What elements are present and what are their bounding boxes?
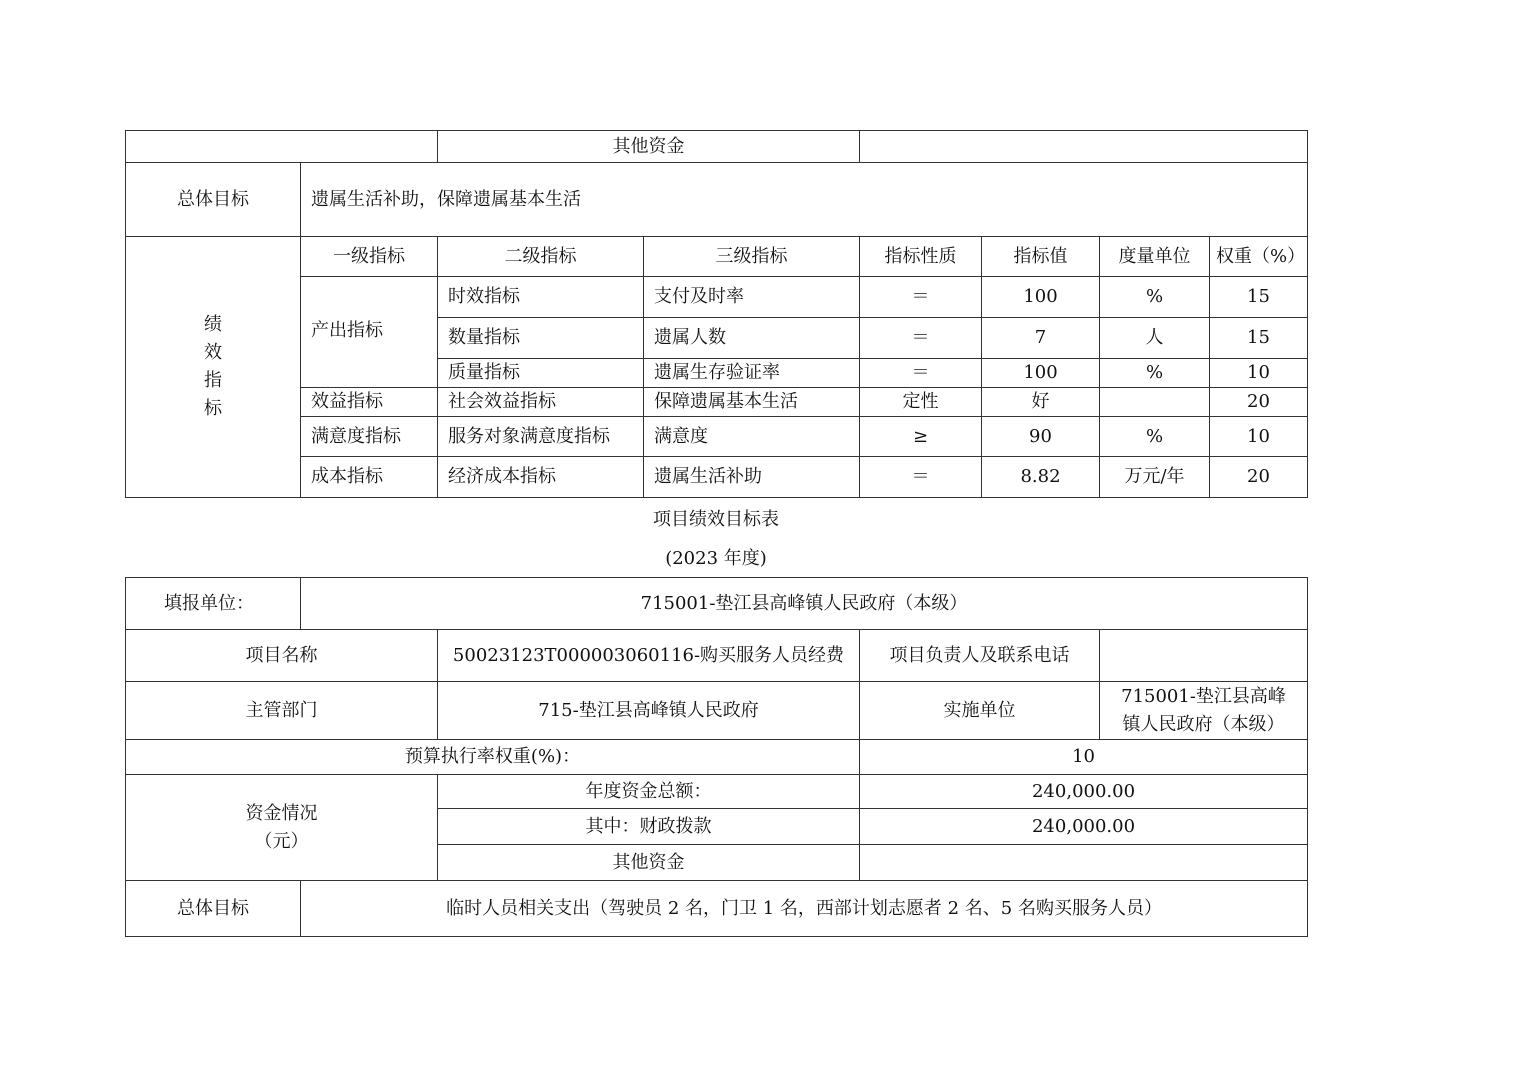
header-value: 指标值 (982, 237, 1100, 277)
goal-label-2: 总体目标 (126, 881, 301, 937)
indicator-header-row (126, 237, 1308, 277)
other-funds-row (126, 131, 1308, 163)
other-value (860, 845, 1308, 881)
contact-value (1100, 630, 1308, 682)
budget-weight-label: 预算执行率权重(%)： (126, 740, 860, 775)
header-nature: 指标性质 (860, 237, 982, 277)
performance-indicator-label: 绩 效 指 标 (126, 237, 301, 498)
overall-goal-row (126, 163, 1308, 237)
funds-label: 资金情况 （元） (126, 775, 438, 881)
doc-title: 项目绩效目标表 (653, 509, 779, 530)
contact-label: 项目负责人及联系电话 (860, 630, 1100, 682)
budget-weight-row (126, 740, 1308, 775)
table-row: 产出指标 时效指标 支付及时率 ＝ 100 % 15 (126, 277, 1308, 318)
fiscal-label: 其中：财政拨款 (438, 809, 860, 845)
performance-table (125, 130, 1308, 498)
annual-total-label: 年度资金总额： (438, 775, 860, 809)
overall-goal-text: 遗属生活补助，保障遗属基本生活 (301, 163, 1308, 237)
dept-value: 715-垫江县高峰镇人民政府 (438, 682, 860, 740)
table-row: 成本指标 经济成本指标 遗属生活补助 ＝ 8.82 万元/年 20 (126, 457, 1308, 498)
table-row: 效益指标 社会效益指标 保障遗属基本生活 定性 好 20 (126, 388, 1308, 417)
header-level3: 三级指标 (644, 237, 860, 277)
overall-goal-label: 总体目标 (126, 163, 301, 237)
project-info-table (125, 577, 1308, 937)
project-name-value: 50023123T000003060116-购买服务人员经费 (438, 630, 860, 682)
other-funds-value (860, 131, 1308, 163)
impl-label: 实施单位 (860, 682, 1100, 740)
goal-text-2: 临时人员相关支出（驾驶员 2 名，门卫 1 名，西部计划志愿者 2 名、5 名购买服务人员） (301, 881, 1308, 937)
reporting-unit-row (126, 578, 1308, 630)
funds-total-row (126, 775, 1308, 809)
overall-goal-row-2 (126, 881, 1308, 937)
other-funds-label: 其他资金 (438, 131, 860, 163)
fiscal-value: 240,000.00 (860, 809, 1308, 845)
dept-label: 主管部门 (126, 682, 438, 740)
reporting-unit-value: 715001-垫江县高峰镇人民政府（本级） (301, 578, 1308, 630)
reporting-unit-label: 填报单位： (126, 578, 301, 630)
header-level1: 一级指标 (301, 237, 438, 277)
table-row: 质量指标 遗属生存验证率 ＝ 100 % 10 (126, 359, 1308, 388)
other-label: 其他资金 (438, 845, 860, 881)
header-level2: 二级指标 (438, 237, 644, 277)
table-row: 数量指标 遗属人数 ＝ 7 人 15 (126, 318, 1308, 359)
header-weight: 权重（%） (1210, 237, 1308, 277)
department-row (126, 682, 1308, 740)
budget-weight-value: 10 (860, 740, 1308, 775)
impl-value: 715001-垫江县高峰 镇人民政府（本级） (1100, 682, 1308, 740)
level1-output: 产出指标 (301, 277, 438, 388)
doc-year: (2023 年度) (665, 548, 767, 569)
annual-total-value: 240,000.00 (860, 775, 1308, 809)
header-unit: 度量单位 (1100, 237, 1210, 277)
project-name-row (126, 630, 1308, 682)
table-row: 满意度指标 服务对象满意度指标 满意度 ≥ 90 % 10 (126, 417, 1308, 457)
project-name-label: 项目名称 (126, 630, 438, 682)
